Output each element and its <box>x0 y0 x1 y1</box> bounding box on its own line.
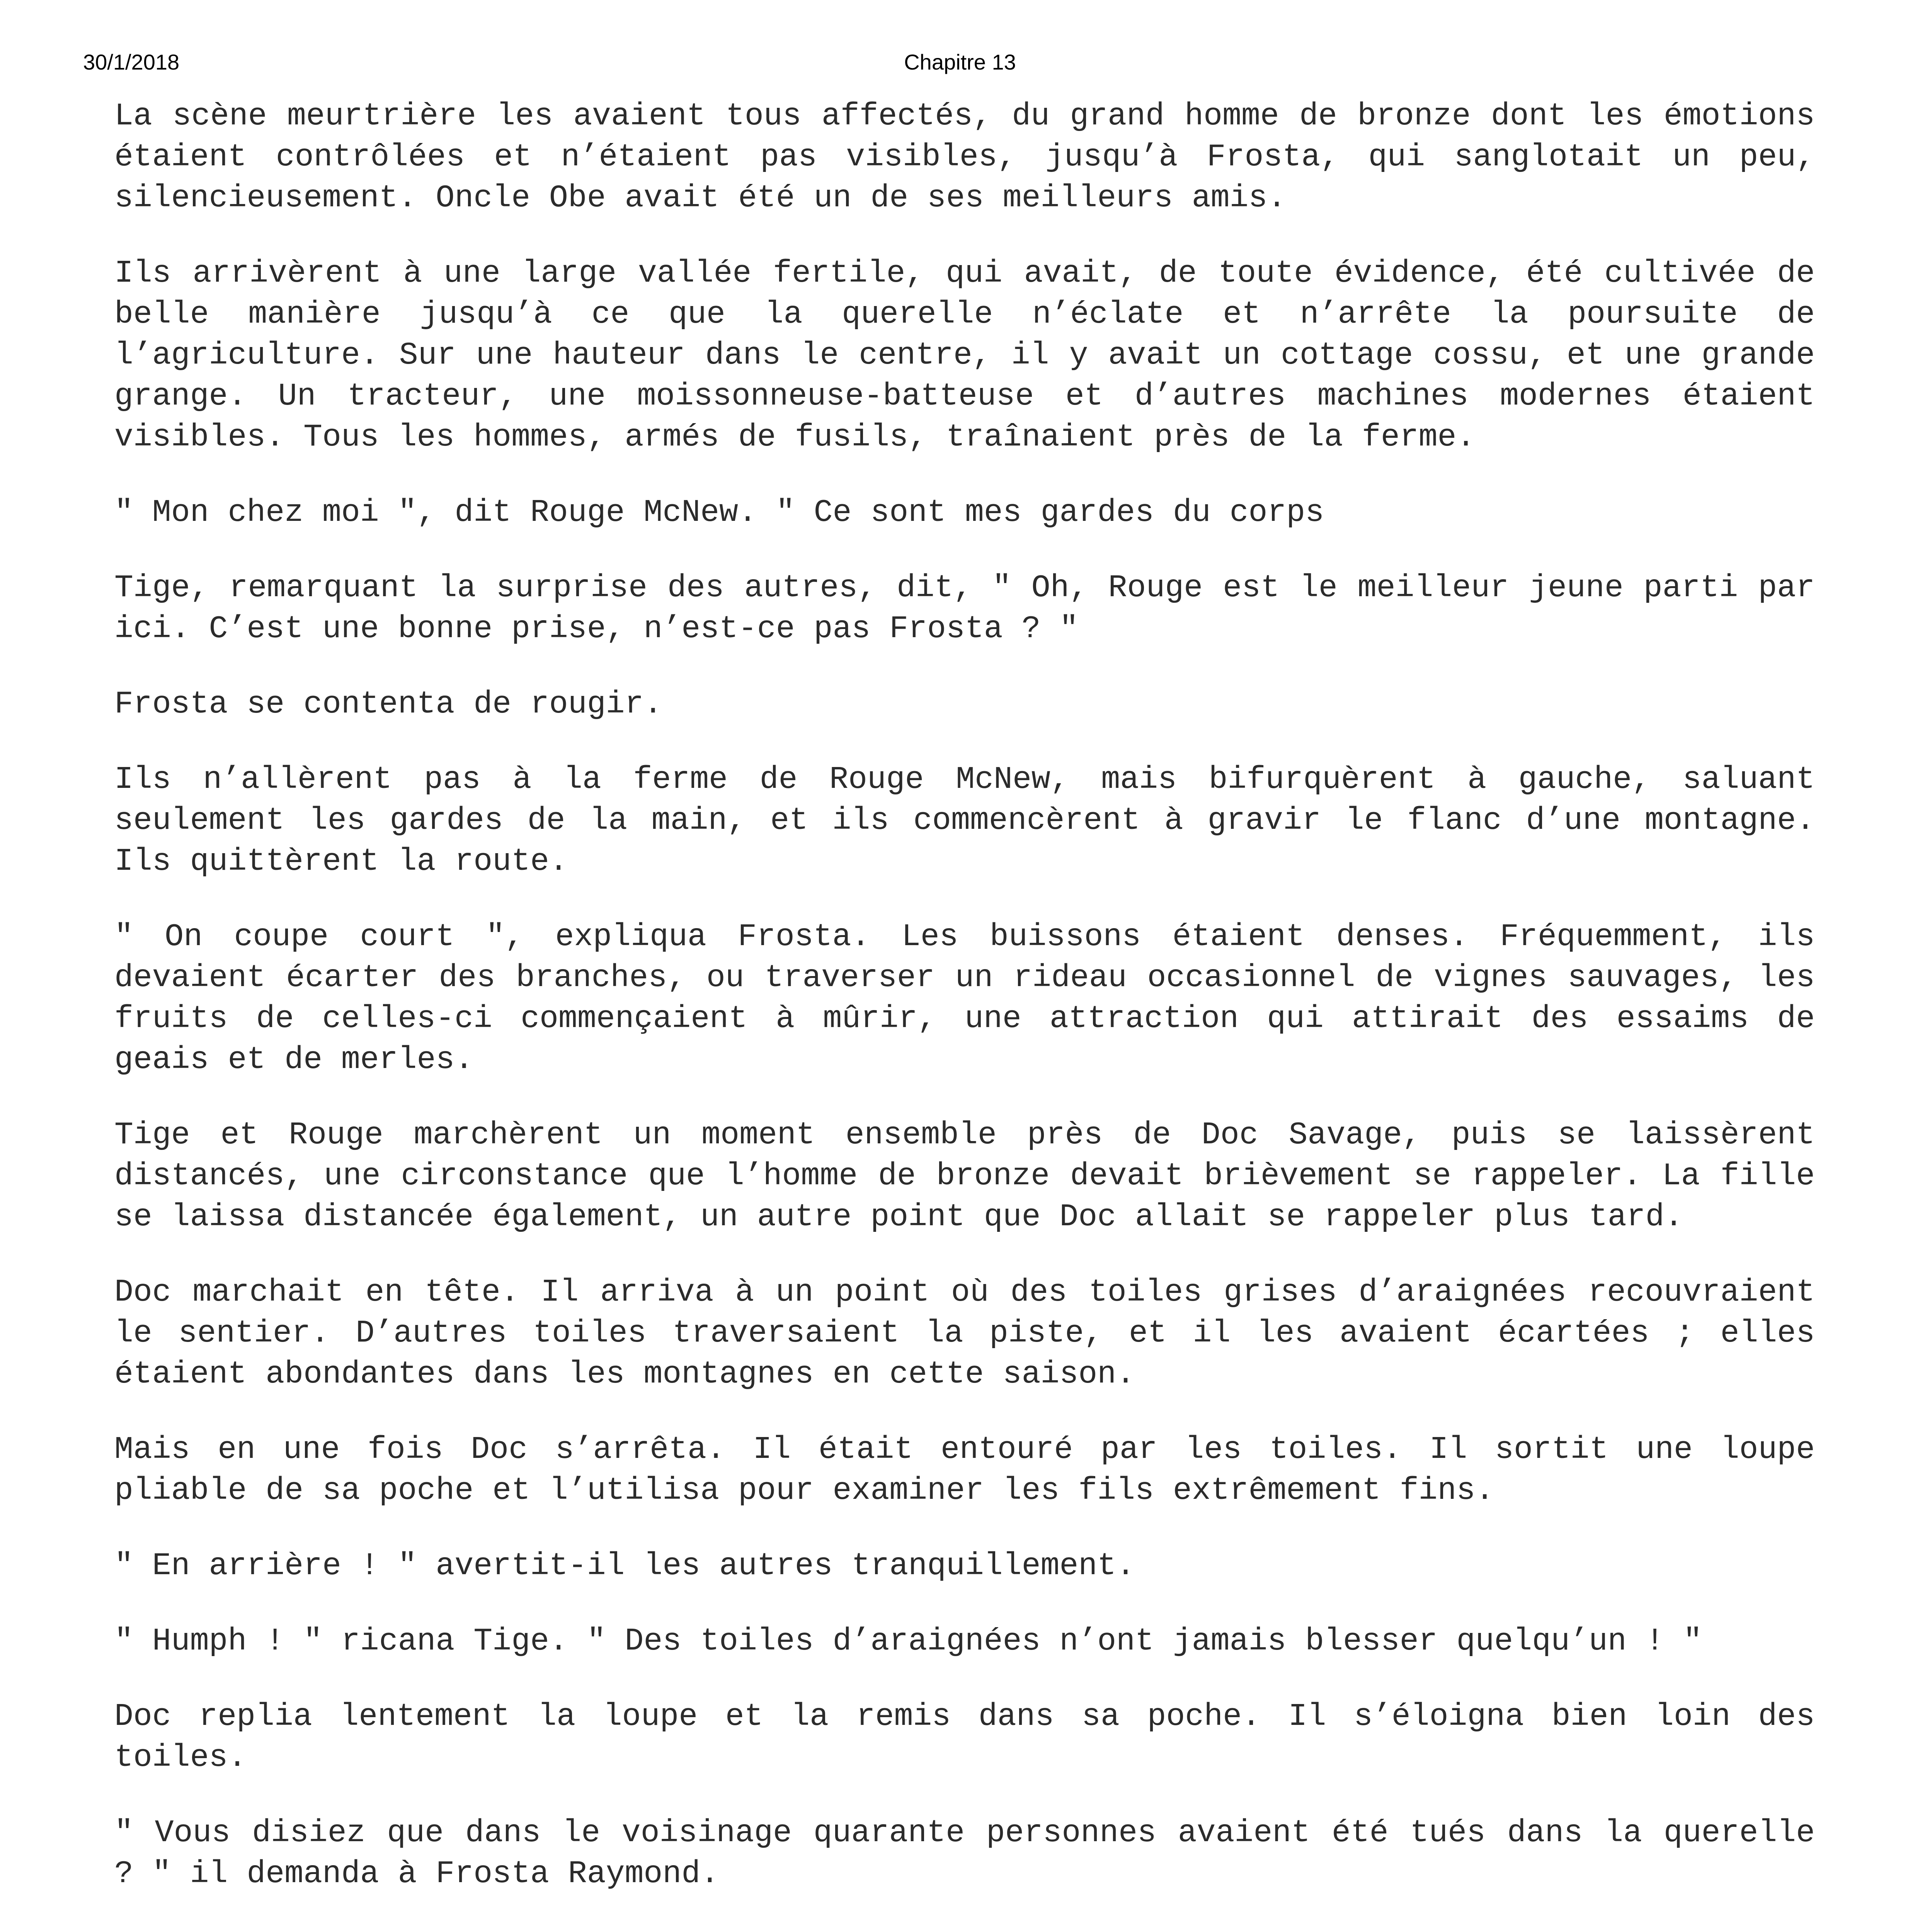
page-header <box>0 0 1920 85</box>
paragraph: Tige et Rouge marchèrent un moment ensemble près de Doc Savage, puis se laissèrent distancés, une circonstance que l’homme de bronze devait brièvement se rappeler. La fille se laissa distancée également, un autre point que Doc allait se rappeler plus tard. <box>114 1117 1815 1235</box>
paragraph: Ils arrivèrent à une large vallée fertile, qui avait, de toute évidence, été cultivée de belle manière jusqu’à ce que la querelle n’éclate et n’arrête la poursuite de l’agriculture. Sur une hauteur dans le centre, il y avait un cottage cossu, et une grande grange. Un tracteur, une moissonneuse-batteuse et d’autres machines modernes étaient visibles. Tous les hommes, armés de fusils, traînaient près de la ferme. <box>114 256 1815 455</box>
paragraph: La scène meurtrière les avaient tous affectés, du grand homme de bronze dont les émotions étaient contrôlées et n’étaient pas visibles, jusqu’à Frosta, qui sanglotait un peu, silencieusement. Oncle Obe avait été un de ses meilleurs amis. <box>114 99 1815 216</box>
paragraph: " Vous disiez que dans le voisinage quarante personnes avaient été tués dans la querelle ? " il demanda à Frosta Raymond. <box>114 1815 1815 1892</box>
paragraph: Ils n’allèrent pas à la ferme de Rouge McNew, mais bifurquèrent à gauche, saluant seulement les gardes de la main, et ils commencèrent à gravir le flanc d’une montagne. Ils quittèrent la route. <box>114 762 1815 879</box>
paragraph: Frosta se contenta de rougir. <box>114 687 663 722</box>
paragraph: " En arrière ! " avertit-il les autres tranquillement. <box>114 1548 1135 1584</box>
paragraph: Tige, remarquant la surprise des autres, dit, " Oh, Rouge est le meilleur jeune parti par ici. C’est une bonne prise, n’est-ce pas Frosta ? " <box>114 570 1815 647</box>
paragraph: Doc replia lentement la loupe et la remis dans sa poche. Il s’éloigna bien loin des toiles. <box>114 1699 1815 1776</box>
page-title: Chapitre 13 <box>904 50 1016 74</box>
paragraph <box>114 1929 1815 1932</box>
paragraph: Doc marchait en tête. Il arriva à un point où des toiles grises d’araignées recouvraient le sentier. D’autres toiles traversaient la piste, et il les avaient écartées ; elles étaient abondantes dans les montagnes en cette saison. <box>114 1275 1815 1392</box>
paragraph: " Mon chez moi ", dit Rouge McNew. " Ce sont mes gardes du corps <box>114 495 1324 531</box>
paragraph: " On coupe court ", expliqua Frosta. Les buissons étaient denses. Fréquemment, ils devaient écarter des branches, ou traverser un rideau occasionnel de vignes sauvages, les fruits de celles-ci commençaient à mûrir, une attraction qui attirait des essaims de geais et de merles. <box>114 919 1815 1078</box>
print-date: 30/1/2018 <box>83 50 180 74</box>
paragraph: Mais en une fois Doc s’arrêta. Il était entouré par les toiles. Il sortit une loupe pliable de sa poche et l’utilisa pour examiner les fils extrêmement fins. <box>114 1432 1815 1509</box>
paragraph: " Humph ! " ricana Tige. " Des toiles d’araignées n’ont jamais blesser quelqu’un ! " <box>114 1624 1702 1659</box>
chapter-text <box>114 96 1815 1932</box>
